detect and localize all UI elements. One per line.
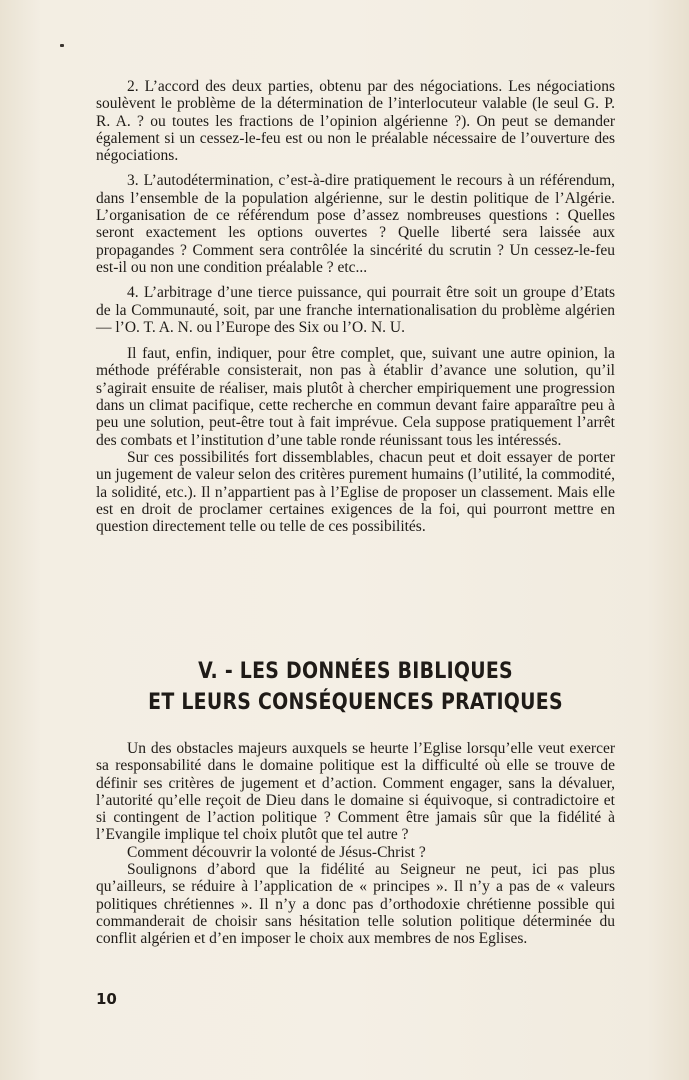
ink-mark [60, 44, 64, 47]
paragraph-autodetermination: 3. L’autodétermination, c’est-à-dire pratiquement le recours à un référendum, dans l’ensemble de la population algérienne, sur le destin politique de l’Algérie. L’organisation de ce référendum pose d’assez nombreuses questions : Quelles seront exactement les options ouvertes ? Quelle liberté sera laissée aux propagandes ? Comment sera contrôlée la sincérité du scrutin ? Un cessez-le-feu est-il ou non une condition préalable ? etc... [96, 172, 615, 276]
text-block-top [96, 78, 615, 535]
paragraph-accord: 2. L’accord des deux parties, obtenu par des négociations. Les négociations soulèvent le problème de la détermination de l’interlocuteur valable (le seul G. P. R. A. ? ou toutes les fractions de l’opinion algérienne ?). On peut se demander également si un cessez-le-feu est ou non le préalable nécessaire de l’ouverture des négociations. [96, 78, 615, 165]
paragraph-autre-opinion: Il faut, enfin, indiquer, pour être complet, que, suivant une autre opinion, la méthode préférable consisterait, non pas à établir d’avance une solution, qu’il s’agirait ensuite de réaliser, mais plutôt à chercher empiriquement une progression dans un climat pacifique, cette recherche en commun devant faire apparaître peu à peu une solution, peut-être tout à fait imprévue. Cela suppose pratiquement l’arrêt des combats et l’institution d’une table ronde réunissant tous les intéressés. [96, 345, 615, 449]
text-block-bottom [96, 740, 615, 948]
heading-line-2: ET LEURS CONSÉQUENCES PRATIQUES [148, 690, 563, 715]
paragraph-possibilites: Sur ces possibilités fort dissemblables, chacun peut et doit essayer de porter un jugement de valeur selon des critères purement humains (l’utilité, la commodité, la solidité, etc.). Il n’appartient pas à l’Eglise de proposer un classement. Mais elle est en droit de proclamer certaines exigences de la foi, qui pourront mettre en question directement telle ou telle de ces possibilités. [96, 448, 615, 536]
paragraph-volonte: Comment découvrir la volonté de Jésus-Christ ? [127, 843, 426, 861]
page-number: 10 [96, 990, 117, 1008]
paragraph-obstacles: Un des obstacles majeurs auxquels se heurte l’Eglise lorsqu’elle veut exercer sa responsabilité dans le domaine politique est la difficulté où elle se trouve de définir ses critères de jugement et d’action. Comment engager, sans la dévaluer, l’autorité qu’elle reçoit de Dieu dans le domaine si équivoque, si contradictoire et si contingent de l’action politique ? Comment être jamais sûr que la fidélité à l’Evangile implique tel choix plutôt que tel autre ? [96, 740, 615, 844]
paragraph-fidelite: Soulignons d’abord que la fidélité au Seigneur ne peut, ici pas plus qu’ailleurs, se réduire à l’application de « principes ». Il n’y a pas de « valeurs politiques chrétiennes ». Il n’y a donc pas d’orthodoxie chrétienne possible qui commanderait de choisir sans hésitation telle solution politique déterminée du conflit algérien et d’en imposer le choix aux membres de nos Eglises. [96, 861, 615, 948]
section-heading [132, 656, 578, 718]
paragraph-arbitrage: 4. L’arbitrage d’une tierce puissance, qui pourrait être soit un groupe d’Etats de la Communauté, soit, par une franche internationalisation du problème algérien — l’O. T. A. N. ou l’Europe des Six ou l’O. N. U. [96, 284, 615, 336]
heading-line-1: V. - LES DONNÉES BIBLIQUES [198, 659, 513, 684]
